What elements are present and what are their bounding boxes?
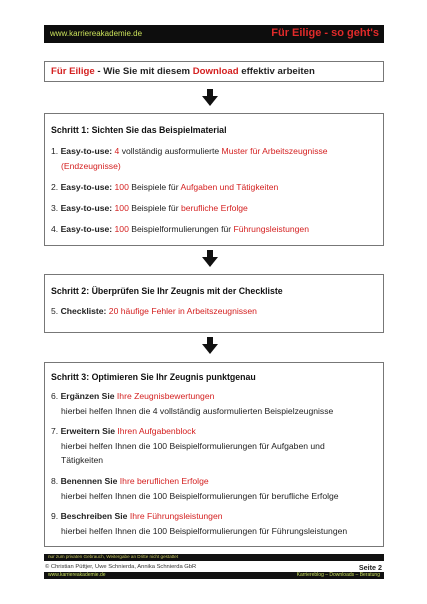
arrow-down-icon	[200, 88, 220, 108]
list-item: 8. Benennen Sie Ihre beruflichen Erfolge hierbei helfen Ihnen die 100 Beispielformulierungen für berufliche Erfolge	[51, 476, 339, 501]
footer-note: nur zum privaten Gebrauch, Weitergabe an Dritte nicht gestattet	[48, 554, 179, 559]
step3-title: Schritt 3: Optimieren Sie Ihr Zeugnis punktgenau	[51, 372, 256, 382]
intro-box	[44, 61, 384, 82]
list-item: 4. Easy-to-use: 100 Beispielformulierungen für Führungsleistungen	[51, 224, 309, 234]
step3-box	[44, 362, 384, 547]
footer-copyright: © Christian Püttjer, Uwe Schnierda, Annika Schnierda GbR	[45, 564, 197, 570]
footer-bar	[44, 572, 384, 579]
arrow-down-icon	[200, 336, 220, 356]
step2-title: Schritt 2: Überprüfen Sie Ihr Zeugnis mit der Checkliste	[51, 286, 283, 296]
header-bar	[44, 25, 384, 43]
footer-note-bar	[44, 554, 384, 561]
list-item: 6. Ergänzen Sie Ihre Zeugnisbewertungen hierbei helfen Ihnen die 4 vollständig ausformulierten Beispielzeugnisse	[51, 391, 334, 416]
page-number: Seite 2	[358, 563, 382, 572]
footer-url[interactable]: www.karriereakademie.de	[48, 572, 106, 578]
header-url[interactable]: www.karriereakademie.de	[50, 29, 143, 38]
step1-box	[44, 113, 384, 246]
intro-text-end: effektiv arbeiten	[238, 66, 315, 77]
list-item: 7. Erweitern Sie Ihren Aufgabenblock hierbei helfen Ihnen die 100 Beispielformulierungen für Aufgaben und Tätigkeiten	[51, 426, 325, 465]
list-item: 3. Easy-to-use: 100 Beispiele für berufliche Erfolge	[51, 203, 248, 213]
step2-box	[44, 274, 384, 333]
list-item: 5. Checkliste: 20 häufige Fehler in Arbeitszeugnissen	[51, 306, 257, 316]
list-item: 2. Easy-to-use: 100 Beispiele für Aufgaben und Tätigkeiten	[51, 182, 279, 192]
intro-text: - Wie Sie mit diesem	[94, 66, 193, 77]
list-item: 1. Easy-to-use: 4 vollständig ausformulierte Muster für Arbeitszeugnisse (Endzeugnisse)	[51, 146, 328, 171]
intro-download: Download	[192, 66, 239, 77]
list-item: 9. Beschreiben Sie Ihre Führungsleistungen hierbei helfen Ihnen die 100 Beispielformulierungen für Führungsleistungen	[51, 511, 348, 536]
step1-title: Schritt 1: Sichten Sie das Beispielmaterial	[51, 125, 227, 135]
footer-links: Karriereblog – Downloads – Beratung	[296, 572, 380, 578]
header-title: Für Eilige - so geht's	[271, 27, 379, 39]
arrow-down-icon	[200, 249, 220, 269]
intro-highlight: Für Eilige	[51, 66, 95, 77]
